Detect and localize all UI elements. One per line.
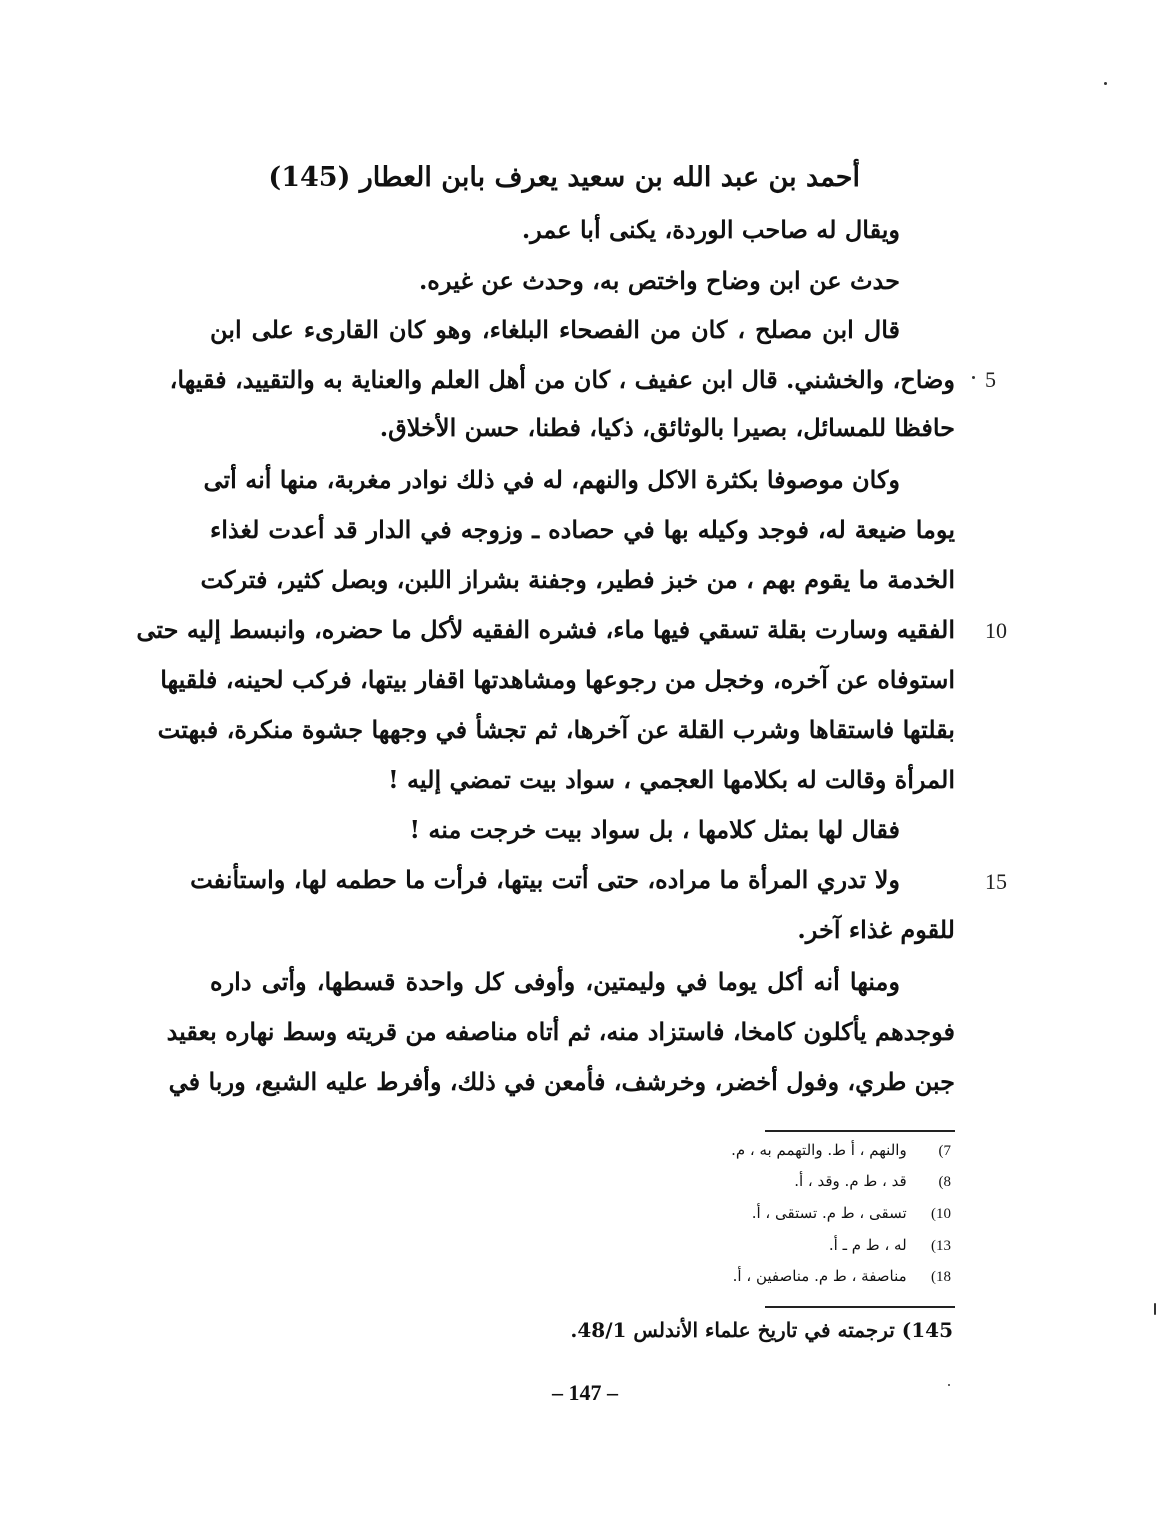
text-line-16: ومنها أنه أكل يوما في وليمتين، وأوفى كل واحدة قسطها، وأتى داره bbox=[210, 967, 900, 996]
line-number-10: 10 bbox=[985, 618, 1007, 643]
footnote-text: مناصفة ، ط م. مناصفين ، أ. bbox=[732, 1267, 907, 1285]
text-line-9: الفقيه وسارت بقلة تسقي فيها ماء، فشره الفقيه لأكل ما حضره، وانبسط إليه حتى bbox=[136, 615, 955, 644]
footnote-number: 18) bbox=[931, 1269, 951, 1285]
text-line-17: فوجدهم يأكلون كامخا، فاستزاد منه، ثم أتاه مناصفه من قريته وسط نهاره بعقيد bbox=[166, 1017, 955, 1046]
footnote-item bbox=[829, 1233, 951, 1258]
footnote-number: 7) bbox=[938, 1143, 951, 1159]
line-number-5: 5 bbox=[985, 367, 996, 392]
line-number-15: 15 bbox=[985, 869, 1007, 894]
source-note: 145) ترجمته في تاريخ علماء الأندلس 48/1. bbox=[570, 1318, 953, 1342]
text-line-14: ولا تدري المرأة ما مراده، حتى أتت بيتها، فرأت ما حطمه لها، واستأنفت bbox=[190, 865, 900, 894]
footnote-text: والنهم ، أ ط. والتهمم به ، م. bbox=[731, 1141, 907, 1159]
text-line-7: يوما ضيعة له، فوجد وكيله بها في حصاده ـ وزوجه في الدار قد أعدت لغذاء bbox=[210, 515, 955, 544]
footnote-item bbox=[752, 1201, 951, 1226]
text-line-4: وضاح، والخشني. قال ابن عفيف ، كان من أهل العلم والعناية به والتقييد، فقيها، bbox=[169, 365, 955, 394]
text-line-1: ويقال له صاحب الوردة، يكنى أبا عمر. bbox=[521, 215, 900, 244]
footnote-text: قد ، ط م. وقد ، أ. bbox=[794, 1172, 907, 1190]
text-line-6: وكان موصوفا بكثرة الاكل والنهم، له في ذلك نوادر مغربة، منها أنه أتى bbox=[203, 465, 900, 494]
text-line-5: حافظا للمسائل، بصيرا بالوثائق، ذكيا، فطنا، حسن الأخلاق. bbox=[379, 413, 955, 442]
footnote-text: تسقى ، ط م. تستقى ، أ. bbox=[751, 1204, 907, 1222]
text-line-18: جبن طري، وفول أخضر، وخرشف، فأمعن في ذلك، وأفرط عليه الشبع، وربا في bbox=[168, 1067, 955, 1096]
footnote-item bbox=[794, 1169, 951, 1194]
footnote-item bbox=[731, 1138, 951, 1163]
scan-speck bbox=[948, 1384, 950, 1386]
text-line-3: قال ابن مصلح ، كان من الفصحاء البلغاء، وهو كان القارىء على ابن bbox=[210, 315, 900, 344]
entry-heading: أحمد بن عبد الله بن سعيد يعرف بابن العطار (145) bbox=[268, 162, 860, 193]
text-line-15: للقوم غذاء آخر. bbox=[797, 915, 955, 944]
text-line-12: المرأة وقالت له بكلامها العجمي ، سواد بيت تمضي إليه ! bbox=[388, 765, 955, 794]
footnote-number: 10) bbox=[931, 1206, 951, 1222]
footnote-text: له ، ط م ـ أ. bbox=[828, 1236, 907, 1254]
footnote-number: 8) bbox=[938, 1174, 951, 1190]
text-line-13: فقال لها بمثل كلامها ، بل سواد بيت خرجت منه ! bbox=[409, 815, 900, 844]
page-number: – 147 – bbox=[552, 1380, 618, 1405]
source-note-rule bbox=[765, 1306, 955, 1308]
text-line-10: استوفاه عن آخره، وخجل من رجوعها ومشاهدتها اقفار بيتها، فركب لحينه، فلقيها bbox=[160, 665, 955, 694]
footnote-number: 13) bbox=[931, 1238, 951, 1254]
text-line-2: حدث عن ابن وضاح واختص به، وحدث عن غيره. bbox=[418, 266, 900, 295]
scan-speck bbox=[1104, 82, 1107, 85]
margin-speck bbox=[972, 376, 975, 379]
text-line-8: الخدمة ما يقوم بهم ، من خبز فطير، وجفنة بشراز اللبن، وبصل كثير، فتركت bbox=[200, 565, 955, 594]
text-line-11: بقلتها فاستقاها وشرب القلة عن آخرها، ثم تجشأ في وجهها جشوة منكرة، فبهتت bbox=[157, 715, 955, 744]
footnote-item bbox=[733, 1264, 951, 1289]
footnote-rule bbox=[765, 1130, 955, 1132]
